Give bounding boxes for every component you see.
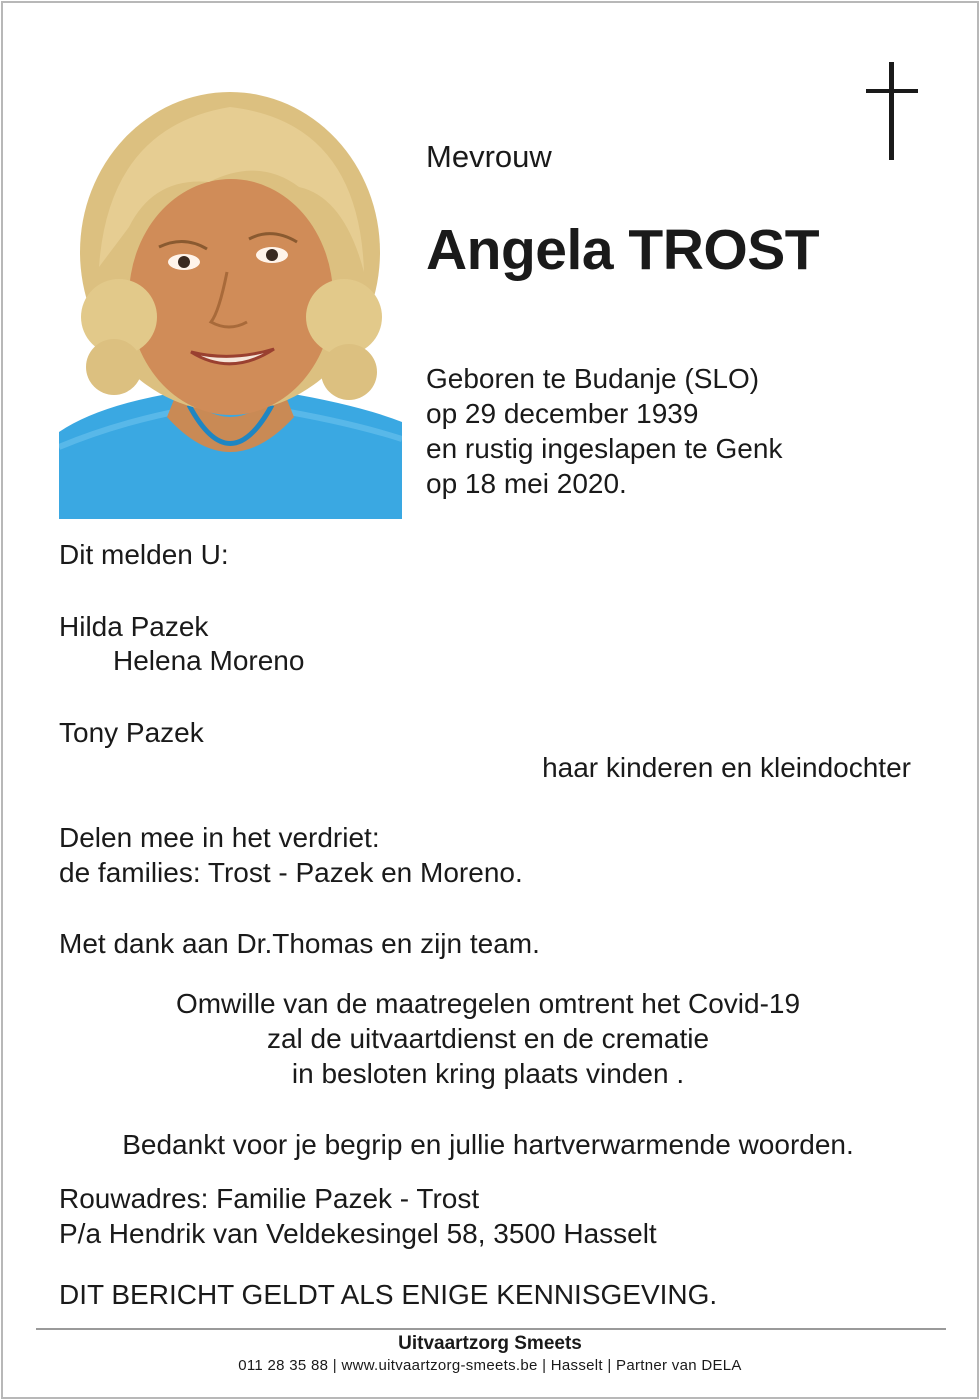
family-member: Tony Pazek [59,717,204,748]
covid-notice [0,986,976,1091]
covid-line: zal de uitvaartdienst en de crematie [266,1023,710,1054]
death-line: en rustig ingeslapen te Genk [426,433,783,464]
announcement: Dit melden U: [59,539,229,570]
footer-divider [36,1328,946,1330]
grief-line: Delen mee in het verdriet: [59,822,380,853]
gratitude-message: Bedankt voor je begrip en jullie hartverwarmende woorden. [122,1129,854,1160]
closing-notice: DIT BERICHT GELDT ALS ENIGE KENNISGEVING. [59,1279,718,1310]
birth-death-details [426,361,782,501]
family-member-child: Helena Moreno [113,645,305,676]
covid-line: in besloten kring plaats vinden . [291,1058,685,1089]
family-member: Hilda Pazek [59,611,209,642]
mourning-address [59,1181,657,1251]
birth-line: op 29 december 1939 [426,398,699,429]
cross-icon [862,62,922,160]
grief-message [59,820,523,890]
funeral-home-contact: 011 28 35 88 | www.uitvaartzorg-smeets.be | Hasselt | Partner van DELA [238,1357,742,1374]
funeral-home-name: Uitvaartzorg Smeets [398,1333,582,1354]
birth-line: Geboren te Budanje (SLO) [426,363,760,394]
death-line: op 18 mei 2020. [426,468,627,499]
grief-line: de families: Trost - Pazek en Moreno. [59,857,523,888]
address-line: P/a Hendrik van Veldekesingel 58, 3500 Hasselt [59,1218,657,1249]
portrait-photo [59,87,402,519]
family-relation: haar kinderen en kleindochter [542,752,911,783]
honorific: Mevrouw [426,139,552,174]
address-line: Rouwadres: Familie Pazek - Trost [59,1183,480,1214]
thanks-message: Met dank aan Dr.Thomas en zijn team. [59,928,540,959]
deceased-name: Angela TROST [426,218,820,282]
covid-line: Omwille van de maatregelen omtrent het Covid-19 [175,988,801,1019]
